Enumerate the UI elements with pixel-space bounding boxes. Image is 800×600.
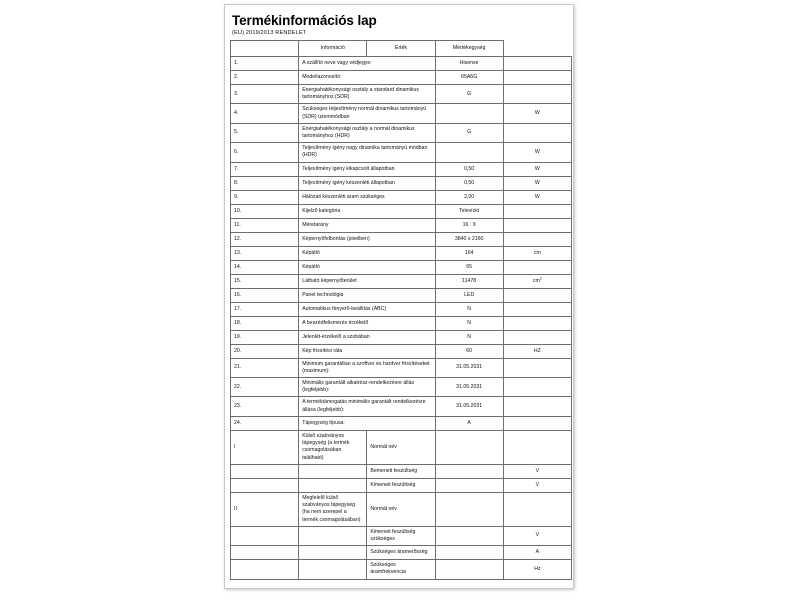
row-number: 17. [231,302,299,316]
row-number: 5. [231,123,299,142]
row-label: Méretarány [299,218,435,232]
row-number: 24. [231,416,299,430]
psu-subrow-name: Szükséges áramfrekvencia [367,560,435,579]
row-value: 65A6G [435,71,503,85]
psu-spacer-label [299,560,367,579]
psu-spacer-roman [231,560,299,579]
row-label: Energiahatékonysági osztály a standard dinamikus tartományhoz (SDR) [299,85,435,104]
psu-subrow-name: Kimeneti feszültség szükséges [367,526,435,545]
row-value: 11478 [435,274,503,288]
row-unit: W [503,176,571,190]
table-row [231,246,572,260]
row-number: 21. [231,358,299,377]
row-label: Teljesítmény igény készenléti állapotban [299,176,435,190]
row-unit [503,416,571,430]
row-number: 22. [231,378,299,397]
row-label: A terméktámogatás minimális garantált rendelkezésre állása (legfeljebb): [299,397,435,416]
row-label: A beszédfelismerés érzékelő [299,316,435,330]
row-label: A szállító neve vagy védjegye: [299,57,435,71]
row-unit [503,288,571,302]
psu-table-row [231,478,572,492]
psu-table-row [231,492,572,526]
document-page [224,4,574,589]
row-unit [503,218,571,232]
psu-table-row [231,464,572,478]
row-label: Szükséges teljesítmény normál dinamikus tartományú (SDR) üzemmódban [299,104,435,123]
table-row [231,344,572,358]
psu-subrow-value [435,492,503,526]
row-number: 13. [231,246,299,260]
table-row [231,104,572,123]
table-row [231,162,572,176]
psu-spacer-label [299,464,367,478]
row-value: 65 [435,260,503,274]
table-row [231,204,572,218]
psu-subrow-value [435,560,503,579]
table-row [231,274,572,288]
table-row [231,260,572,274]
psu-table-row [231,526,572,545]
row-unit: W [503,190,571,204]
row-value: 31.05.2031 [435,358,503,377]
row-number: 19. [231,330,299,344]
row-value: G [435,85,503,104]
psu-subrow-value [435,430,503,464]
page-title: Termékinformációs lap [232,13,377,28]
row-label: Teljesítmény igény nagy dinamika tartományú módban (HDR) [299,143,435,162]
table-row [231,176,572,190]
psu-subrow-value [435,464,503,478]
table-row [231,218,572,232]
row-label: Kijelző kategória [299,204,435,218]
table-row [231,232,572,246]
row-value: 16 : 9 [435,218,503,232]
column-header-unit: Mértékegység [435,41,503,57]
row-unit [503,260,571,274]
row-label: Teljesítmény igény kikapcsolt állapotban [299,162,435,176]
row-number: 12. [231,232,299,246]
table-row [231,71,572,85]
row-unit: $cm^2$ [503,274,571,288]
table-row [231,378,572,397]
table-row [231,316,572,330]
table-row [231,190,572,204]
table-row [231,302,572,316]
row-value: N [435,330,503,344]
row-unit [503,71,571,85]
psu-subrow-value [435,526,503,545]
row-label: Automatikus fényerő-beállítás (ABC) [299,302,435,316]
table-body [231,57,572,580]
row-unit: W [503,162,571,176]
psu-spacer-roman [231,464,299,478]
psu-subrow-unit: Hz [503,560,571,579]
row-number: 2. [231,71,299,85]
row-number: 9. [231,190,299,204]
row-label: Panel technológia [299,288,435,302]
psu-subrow-name: Kimeneti feszültség [367,478,435,492]
row-label: Tápegység típusa: [299,416,435,430]
row-number: 23. [231,397,299,416]
psu-spacer-label [299,526,367,545]
psu-subrow-unit: V [503,464,571,478]
row-number: 1. [231,57,299,71]
row-number: 3. [231,85,299,104]
row-number: 20. [231,344,299,358]
row-label: Minimum garantáltan a szoftver és hardver frissítéseket (maximum): [299,358,435,377]
row-label: Jelenlét-érzékelő a szobában [299,330,435,344]
row-value: 2,00 [435,190,503,204]
psu-group-roman: I [231,430,299,464]
product-information-table [230,40,572,580]
row-value [435,104,503,123]
row-label: Képátló [299,246,435,260]
row-value: N [435,316,503,330]
row-value: Televízió [435,204,503,218]
row-unit [503,85,571,104]
column-header-information: Információ [299,41,367,57]
psu-subrow-value [435,546,503,560]
psu-spacer-roman [231,546,299,560]
row-label: Látható képernyőterület [299,274,435,288]
psu-group-label: Külső szabványos tápegység (a termék csomagolásában található) [299,430,367,464]
row-unit [503,204,571,218]
psu-table-row [231,560,572,579]
row-value: G [435,123,503,142]
row-number: 10. [231,204,299,218]
row-label: Kép frissítési ráta [299,344,435,358]
psu-subrow-name: Bemeneti feszültség [367,464,435,478]
table-row [231,330,572,344]
psu-subrow-value [435,478,503,492]
psu-spacer-roman [231,526,299,545]
row-unit: W [503,143,571,162]
row-value: 31.05.2031 [435,397,503,416]
row-number: 8. [231,176,299,190]
row-unit [503,57,571,71]
psu-subrow-unit: V [503,526,571,545]
row-label: Energiahatékonysági osztály a normál dinamikus tartományhoz (HDR) [299,123,435,142]
table-row [231,57,572,71]
psu-subrow-name: Szükséges áramerősség [367,546,435,560]
row-value: 0,50 [435,176,503,190]
row-value: N [435,302,503,316]
table-row [231,416,572,430]
row-unit: W [503,104,571,123]
row-label: Képernyőfelbontás (pixelben) [299,232,435,246]
psu-subrow-unit [503,492,571,526]
row-number: 7. [231,162,299,176]
row-unit [503,232,571,246]
row-unit [503,330,571,344]
row-unit [503,123,571,142]
row-value: A [435,416,503,430]
row-value: Hisense [435,57,503,71]
row-unit [503,397,571,416]
psu-spacer-label [299,478,367,492]
row-unit [503,378,571,397]
row-unit [503,316,571,330]
row-unit [503,302,571,316]
row-number: 14. [231,260,299,274]
table-row [231,358,572,377]
psu-subrow-unit [503,430,571,464]
row-number: 6. [231,143,299,162]
psu-table-row [231,546,572,560]
table-row [231,143,572,162]
column-header-value: Érték [367,41,435,57]
row-value: 164 [435,246,503,260]
table-row [231,288,572,302]
psu-subrow-unit: V [503,478,571,492]
row-value: 60 [435,344,503,358]
table-row [231,397,572,416]
row-number: 15. [231,274,299,288]
row-value: LED [435,288,503,302]
psu-group-label: Megfelelő külső szabványos tápegység (ha nem szerepel a termék csomagolásában) [299,492,367,526]
page-subtitle: (EU) 2019/2013 RENDELET [232,30,307,36]
row-value [435,143,503,162]
row-number: 11. [231,218,299,232]
row-label: Minimális garantált alkatrész-rendelkezésre állás (legfeljebb): [299,378,435,397]
row-unit [503,358,571,377]
table-header [231,41,572,57]
column-header-number [231,41,299,57]
row-value: 31.05.2031 [435,378,503,397]
row-label: Modellazonosító: [299,71,435,85]
row-number: 16. [231,288,299,302]
row-number: 4. [231,104,299,123]
row-number: 18. [231,316,299,330]
psu-subrow-unit: A [503,546,571,560]
psu-spacer-label [299,546,367,560]
psu-group-roman: II [231,492,299,526]
psu-subrow-name: Normál név [367,492,435,526]
psu-subrow-name: Normál név [367,430,435,464]
psu-table-row [231,430,572,464]
row-value: 0,50 [435,162,503,176]
row-unit: cm [503,246,571,260]
row-label: Hálózati készenléti áram szükséges [299,190,435,204]
table-row [231,85,572,104]
row-unit: HZ [503,344,571,358]
row-value: 3840 x 2160 [435,232,503,246]
table-header-row [231,41,572,57]
table-row [231,123,572,142]
row-label: Képátló [299,260,435,274]
psu-spacer-roman [231,478,299,492]
